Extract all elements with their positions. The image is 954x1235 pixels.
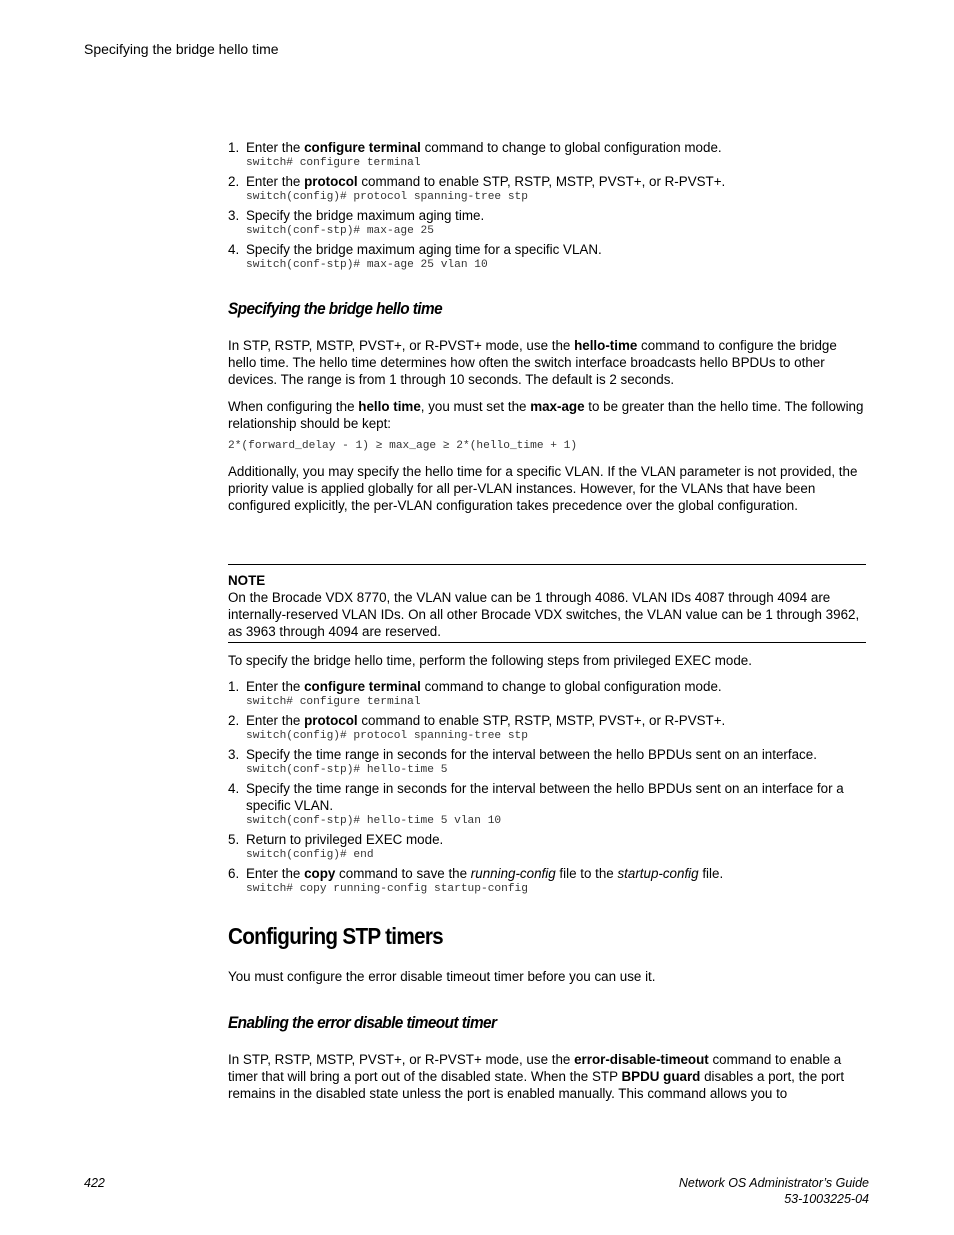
step-number: 5. [228, 832, 240, 847]
command-name: configure terminal [304, 140, 421, 155]
code-example: switch(config)# protocol spanning-tree stp [246, 191, 528, 203]
code-example: switch(conf-stp)# max-age 25 vlan 10 [246, 259, 488, 271]
step-text: command to change to global configuration mode. [420, 679, 722, 694]
step-a-4 [228, 241, 866, 272]
step-a-2 [228, 173, 866, 204]
paragraph-vlan-hello-time: Additionally, you may specify the hello time for a specific VLAN. If the VLAN parameter is not provided, the priority value is applied globally for all per-VLAN instances. However, for the VLANs that have been configured explicitly, the per-VLAN configuration takes precedence over the global configuration. [228, 464, 858, 513]
step-a-3 [228, 207, 866, 238]
command-name: hello-time [574, 338, 638, 353]
step-text: Enter the [246, 140, 305, 155]
step-text: Specify the bridge maximum aging time. [246, 208, 485, 223]
step-text: Enter the [246, 866, 305, 881]
note-box [228, 564, 866, 643]
code-example: switch(conf-stp)# hello-time 5 [246, 764, 448, 776]
code-example: switch(conf-stp)# max-age 25 [246, 225, 434, 237]
step-text: command to change to global configuration mode. [420, 140, 722, 155]
code-example: switch(config)# protocol spanning-tree stp [246, 730, 528, 742]
step-b-1 [228, 678, 866, 709]
step-number: 2. [228, 174, 240, 189]
note-label: NOTE [228, 573, 266, 588]
formula: 2*(forward_delay - 1) ≥ max_age ≥ 2*(hello_time + 1) [228, 440, 578, 452]
running-header: Specifying the bridge hello time [84, 41, 279, 57]
paragraph-error-disable: In STP, RSTP, MSTP, PVST+, or R-PVST+ mode, use the error-disable-timeout command to enable a timer that will bring a port out of the disabled state. When the STP BPDU guard disables a port, the port remains in the disabled state unless the port is enabled manually. This command allows you to [228, 1052, 845, 1101]
step-number: 3. [228, 747, 240, 762]
step-text: Specify the bridge maximum aging time for a specific VLAN. [246, 242, 602, 257]
command-name: protocol [304, 713, 358, 728]
page-number: 422 [84, 1176, 105, 1190]
command-name: copy [304, 866, 336, 881]
step-text: Specify the time range in seconds for the interval between the hello BPDUs sent on an interface for a specific VLAN. [246, 781, 844, 813]
parameter-name: max-age [530, 399, 585, 414]
note-text: On the Brocade VDX 8770, the VLAN value can be 1 through 4086. VLAN IDs 4087 through 4094 are internally-reserved VLAN IDs. On all other Brocade VDX switches, the VLAN value can be 1 through 3962, as 3963 through 4094 are reserved. [228, 590, 860, 639]
guide-title: Network OS Administrator’s Guide [678, 1176, 869, 1190]
footer-doc-info [679, 1175, 869, 1207]
step-number: 4. [228, 242, 240, 257]
doc-number: 53-1003225-04 [784, 1192, 869, 1206]
subsection-heading-error-disable: Enabling the error disable timeout timer [228, 1014, 497, 1032]
feature-name: BPDU guard [621, 1069, 701, 1084]
step-number: 1. [228, 140, 240, 155]
step-b-6: 6. Enter the copy command to save the running-config file to the startup-config file. switch# copy running-config startup-config [228, 865, 866, 896]
step-text: Enter the [246, 174, 305, 189]
file-name: startup-config [617, 866, 699, 881]
step-text: command to enable STP, RSTP, MSTP, PVST+, or R-PVST+. [357, 713, 726, 728]
code-example: switch# configure terminal [246, 157, 421, 169]
step-b-5 [228, 831, 866, 862]
step-number: 6. [228, 866, 240, 881]
step-b-2 [228, 712, 866, 743]
step-number: 2. [228, 713, 240, 728]
code-example: switch# configure terminal [246, 696, 421, 708]
step-text: Return to privileged EXEC mode. [246, 832, 444, 847]
step-text: Specify the time range in seconds for the interval between the hello BPDUs sent on an interface. [246, 747, 817, 762]
step-text: Enter the [246, 713, 305, 728]
step-number: 4. [228, 781, 240, 796]
step-number: 3. [228, 208, 240, 223]
command-name: protocol [304, 174, 358, 189]
parameter-name: hello time [358, 399, 421, 414]
section-heading-hello-time: Specifying the bridge hello time [228, 300, 443, 318]
code-example: switch# copy running-config startup-config [246, 883, 528, 895]
step-a-1 [228, 139, 866, 170]
file-name: running-config [470, 866, 556, 881]
code-example: switch(config)# end [246, 849, 374, 861]
code-example: switch(conf-stp)# hello-time 5 vlan 10 [246, 815, 502, 827]
paragraph-timers-intro: You must configure the error disable timeout timer before you can use it. [228, 969, 656, 984]
section-heading-stp-timers: Configuring STP timers [228, 923, 443, 949]
step-b-4 [228, 780, 866, 828]
step-number: 1. [228, 679, 240, 694]
paragraph-hello-time-intro: In STP, RSTP, MSTP, PVST+, or R-PVST+ mode, use the hello-time command to configure the bridge hello time. The hello time determines how often the switch interface broadcasts hello BPDUs to other devices. The range is from 1 through 10 seconds. The default is 2 seconds. [228, 338, 837, 387]
step-text: Enter the [246, 679, 305, 694]
step-b-3 [228, 746, 866, 777]
paragraph-steps-intro: To specify the bridge hello time, perform the following steps from privileged EXEC mode. [228, 653, 752, 668]
step-text: command to enable STP, RSTP, MSTP, PVST+, or R-PVST+. [357, 174, 726, 189]
command-name: configure terminal [304, 679, 421, 694]
paragraph-hello-time-relation: When configuring the hello time, you must set the max-age to be greater than the hello time. The following relationship should be kept: [228, 399, 864, 431]
command-name: error-disable-timeout [574, 1052, 709, 1067]
